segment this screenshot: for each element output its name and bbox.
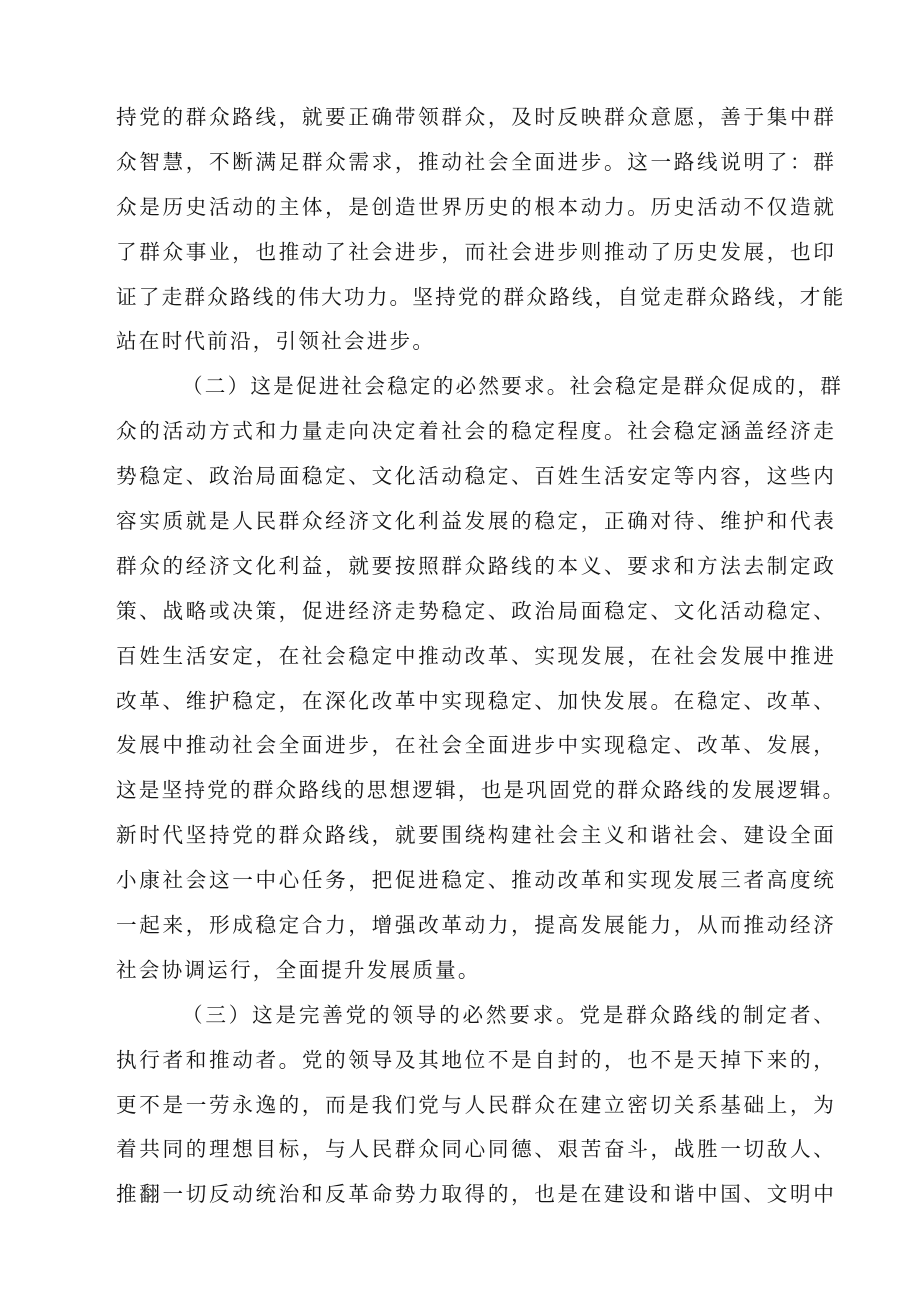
text-line: 持党的群众路线，就要正确带领群众，及时反映群众意愿，善于集中群 <box>116 105 836 129</box>
text-line: 小康社会这一中心任务，把促进稳定、推动改革和实现发展三者高度统 <box>116 868 836 893</box>
text-line: 众的活动方式和力量走向决定着社会的稳定程度。社会稳定涵盖经济走 <box>116 419 836 444</box>
text-line: 着共同的理想目标，与人民群众同心同德、艰苦奋斗，战胜一切敌人、 <box>116 1137 836 1162</box>
text-line: （二）这是促进社会稳定的必然要求。社会稳定是群众促成的，群 <box>182 374 844 399</box>
text-line: 势稳定、政治局面稳定、文化活动稳定、百姓生活安定等内容，这些内 <box>116 464 836 489</box>
text-line: 站在时代前沿，引领社会进步。 <box>116 329 436 354</box>
text-line: 推翻一切反动统治和反革命势力取得的，也是在建设和谐中国、文明中 <box>116 1182 836 1207</box>
text-line: 新时代坚持党的群众路线，就要围绕构建社会主义和谐社会、建设全面 <box>116 823 836 848</box>
text-line: 众是历史活动的主体，是创造世界历史的根本动力。历史活动不仅造就 <box>116 194 836 219</box>
text-line: 社会协调运行，全面提升发展质量。 <box>116 957 481 982</box>
text-line: 百姓生活安定，在社会稳定中推动改革、实现发展，在社会发展中推进 <box>116 643 836 668</box>
paragraph-2 <box>116 364 846 992</box>
text-line: 一起来，形成稳定合力，增强改革动力，提高发展能力，从而推动经济 <box>116 913 836 938</box>
text-line: 众智慧，不断满足群众需求，推动社会全面进步。这一路线说明了：群 <box>116 149 836 174</box>
text-line: 改革、维护稳定，在深化改革中实现稳定、加快发展。在稳定、改革、 <box>116 688 836 713</box>
document-body <box>116 95 846 1217</box>
paragraph-3 <box>116 993 836 1217</box>
text-line: 执行者和推动者。党的领导及其地位不是自封的，也不是天掉下来的， <box>116 1047 836 1072</box>
text-line: 更不是一劳永逸的，而是我们党与人民群众在建立密切关系基础上，为 <box>116 1092 836 1117</box>
text-line: 了群众事业，也推动了社会进步，而社会进步则推动了历史发展，也印 <box>116 239 836 264</box>
text-line: 策、战略或决策，促进经济走势稳定、政治局面稳定、文化活动稳定、 <box>116 598 836 623</box>
text-line: 这是坚持党的群众路线的思想逻辑，也是巩固党的群众路线的发展逻辑。 <box>116 778 846 803</box>
text-line: 群众的经济文化利益，就要按照群众路线的本义、要求和方法去制定政 <box>116 553 836 578</box>
text-line: 容实质就是人民群众经济文化利益发展的稳定，正确对待、维护和代表 <box>116 509 836 534</box>
text-line: 证了走群众路线的伟大功力。坚持党的群众路线，自觉走群众路线，才能 <box>116 284 846 309</box>
text-line: 发展中推动社会全面进步，在社会全面进步中实现稳定、改革、发展， <box>116 733 836 758</box>
text-line: （三）这是完善党的领导的必然要求。党是群众路线的制定者、 <box>182 1002 836 1027</box>
paragraph-1 <box>116 95 846 364</box>
